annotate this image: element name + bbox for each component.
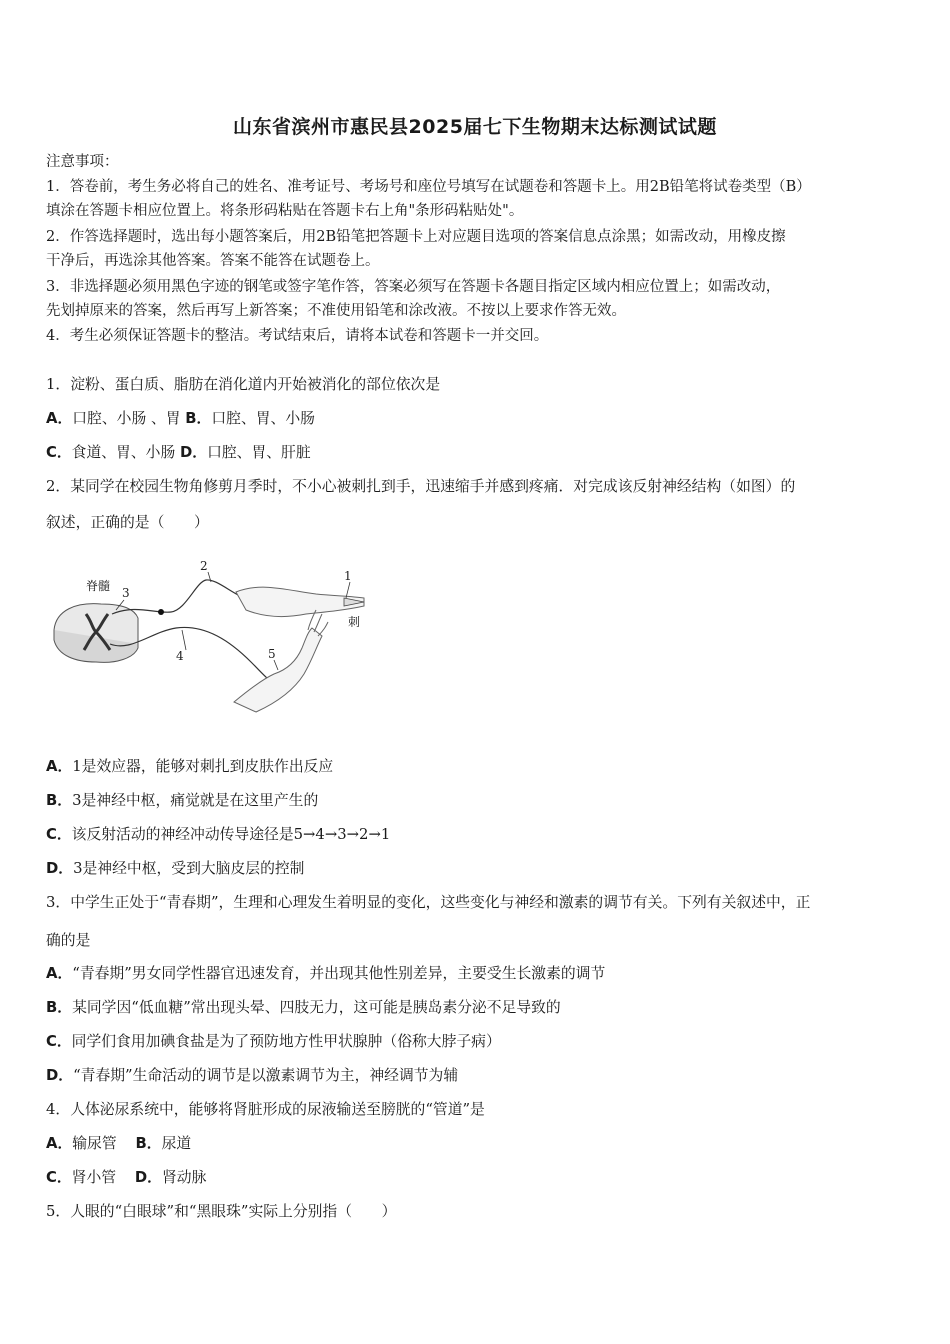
label-3: 3 — [122, 586, 130, 600]
question-1-options-cd — [46, 443, 311, 463]
option-c-letter: C． — [46, 826, 72, 843]
notice-line: 干净后，再选涂其他答案。答案不能答在试题卷上。 — [46, 253, 380, 269]
option-a-letter: A． — [46, 1135, 73, 1152]
question-1-options-ab — [46, 409, 315, 429]
label-spinal-cord: 脊髓 — [86, 579, 111, 593]
option-b: 尿道 — [161, 1135, 192, 1152]
reflex-arc-figure — [46, 552, 376, 742]
question-3-stem: 3．中学生正处于“青春期”，生理和心理发生着明显的变化，这些变化与神经和激素的调节有关。下列有关叙述中，正 — [46, 894, 811, 911]
page-title: 山东省滨州市惠民县2025届七下生物期末达标测试试题 — [233, 116, 717, 138]
question-4-stem: 4．人体泌尿系统中，能够将肾脏形成的尿液输送至膀胱的“管道”是 — [46, 1101, 485, 1118]
notice-line: 2．作答选择题时，选出每小题答案后，用2B铅笔把答题卡上对应题目选项的答案信息点涂黑；如需改动，用橡皮擦 — [46, 229, 786, 245]
spinal-cord-illustration — [54, 604, 138, 663]
label-thorn: 刺 — [348, 615, 361, 629]
option-a: 1是效应器，能够对刺扎到皮肤作出反应 — [72, 758, 334, 775]
notice-line: 填涂在答题卡相应位置上。将条形码粘贴在答题卡右上角"条形码粘贴处"。 — [46, 203, 524, 219]
question-2-option-c-line — [46, 825, 390, 845]
option-c-letter: C． — [46, 444, 72, 461]
option-c: 该反射活动的神经冲动传导途径是5→4→3→2→1 — [71, 826, 391, 843]
option-b-letter: B． — [46, 999, 73, 1016]
question-4-options-ab — [46, 1134, 191, 1154]
option-b: 某同学因“低血糖”常出现头晕、四肢无力，这可能是胰岛素分泌不足导致的 — [72, 999, 561, 1016]
option-a-letter: A． — [46, 965, 73, 982]
option-b-letter: B． — [185, 410, 212, 427]
question-3-option-d-line — [46, 1066, 458, 1086]
option-b: 口腔、胃、小肠 — [211, 410, 315, 427]
question-2-stem: 2．某同学在校园生物角修剪月季时，不小心被刺扎到手，迅速缩手并感到疼痛．对完成该反射神经结构（如图）的 — [46, 478, 796, 495]
option-d: 口腔、胃、肝脏 — [207, 444, 311, 461]
question-2-option-d-line — [46, 859, 304, 879]
question-5-stem: 5．人眼的“白眼球”和“黑眼珠”实际上分别指（ ） — [46, 1203, 397, 1220]
option-b-letter: B． — [135, 1135, 162, 1152]
question-2-option-a-line — [46, 757, 333, 777]
question-3-option-c-line — [46, 1032, 501, 1052]
option-a-letter: A． — [46, 410, 73, 427]
notice-heading: 注意事项： — [46, 154, 119, 170]
option-a: 输尿管 — [72, 1135, 117, 1152]
question-3-option-a-line — [46, 964, 605, 984]
notice-line: 先划掉原来的答案，然后再写上新答案；不准使用铅笔和涂改液。不按以上要求作答无效。 — [46, 303, 626, 319]
option-a: 口腔、小肠 、胃 — [72, 410, 181, 427]
label-2: 2 — [200, 559, 208, 573]
notice-line: 3．非选择题必须用黑色字迹的钢笔或签字笔作答，答案必须写在答题卡各题目指定区域内相应位置上；如需改动， — [46, 279, 781, 295]
question-3-option-b-line — [46, 998, 561, 1018]
option-a-letter: A． — [46, 758, 73, 775]
option-c-letter: C． — [46, 1169, 72, 1186]
option-d-letter: D． — [179, 444, 208, 461]
option-c: 食道、胃、小肠 — [71, 444, 176, 461]
question-3-stem-continued: 确的是 — [46, 932, 91, 949]
ganglion-dot — [158, 609, 164, 615]
option-d-letter: D． — [46, 860, 74, 877]
question-4-options-cd — [46, 1168, 206, 1188]
question-1-stem: 1．淀粉、蛋白质、脂肪在消化道内开始被消化的部位依次是 — [46, 376, 441, 393]
option-b: 3是神经中枢，痛觉就是在这里产生的 — [72, 792, 319, 809]
question-2-option-b-line — [46, 791, 318, 811]
option-d: 肾动脉 — [161, 1169, 207, 1186]
option-c-letter: C． — [46, 1033, 72, 1050]
option-d-letter: D． — [46, 1067, 74, 1084]
option-d: 3是神经中枢，受到大脑皮层的控制 — [73, 860, 305, 877]
reflex-arc-diagram — [46, 552, 376, 742]
option-b-letter: B． — [46, 792, 73, 809]
option-c: 同学们食用加碘食盐是为了预防地方性甲状腺肿（俗称大脖子病） — [71, 1033, 501, 1050]
label-5: 5 — [268, 647, 276, 661]
option-d-letter: D． — [134, 1169, 162, 1186]
option-a: “青春期”男女同学性器官迅速发育，并出现其他性别差异，主要受生长激素的调节 — [72, 965, 606, 982]
label-1: 1 — [344, 569, 352, 583]
notice-line: 1．答卷前，考生务必将自己的姓名、准考证号、考场号和座位号填写在试题卷和答题卡上。用2B铅笔将试卷类型（B） — [46, 179, 811, 195]
notice-line: 4．考生必须保证答题卡的整洁。考试结束后，请将本试卷和答题卡一并交回。 — [46, 328, 549, 344]
option-d: “青春期”生命活动的调节是以激素调节为主，神经调节为辅 — [73, 1067, 459, 1084]
label-4: 4 — [176, 649, 184, 663]
option-c: 肾小管 — [71, 1169, 117, 1186]
question-2-stem-continued: 叙述，正确的是（ ） — [46, 514, 209, 531]
